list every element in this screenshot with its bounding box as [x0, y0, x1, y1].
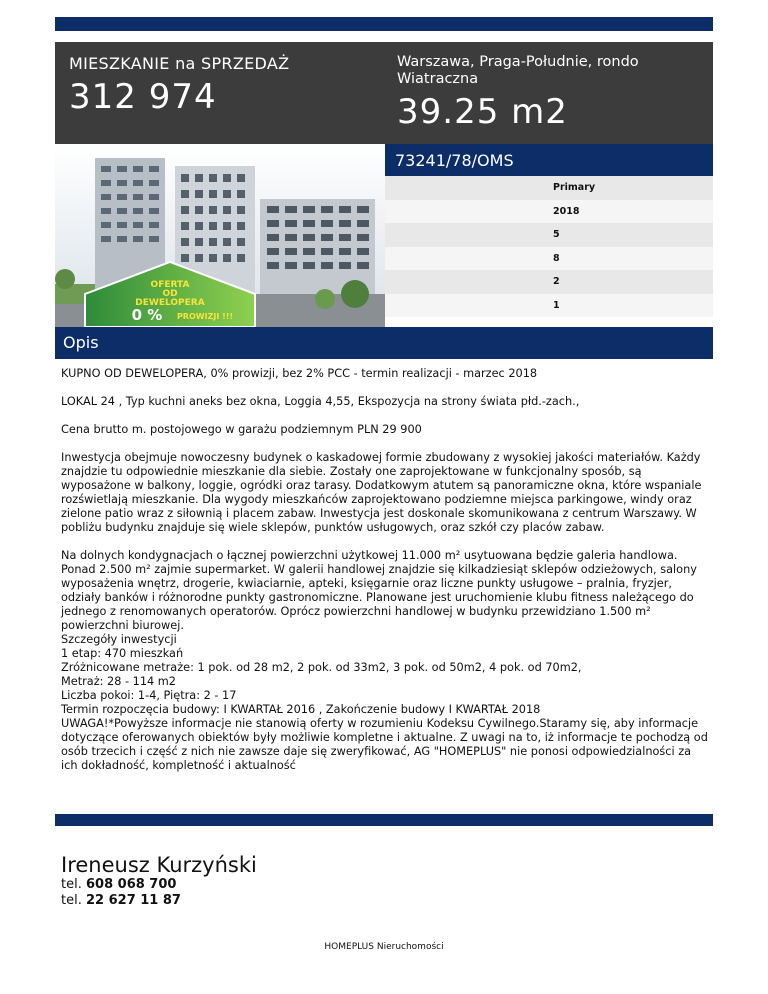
description-paragraph: Na dolnych kondygnacjach o łącznej powierzchni użytkowej 11.000 m² usytuowana będzie galeria handlowa. Ponad 2.500 m² zajmie supermarket. W galerii handlowej znajdzie się kilkadziesiąt sklepów odzieżowych, salony wyposażenia wnętrz, drogerie, kwiaciarnie, apteki, księgarnie oraz liczne punkty usługowe – pralnia, fryzjer, odziały banków i różnorodne punkty gastronomiczne. Planowane jest uruchomienie klubu fitness należącego do jednego z renomowanych operatorów. Oprócz powierzchni handlowej w budynku przewidziano 1.500 m² powierzchni biurowej. Szczegóły inwestycji 1 etap: 470 mieszkań Zróżnicowane metraże: 1 pok. od 28 m2, 2 pok. od 33m2, 3 pok. od 50m2, 4 pok. od 70m2, Metraż: 28 - 114 m2 Liczba pokoi: 1-4, Piętra: 2 - 17 Termin rozpoczęcia budowy: I KWARTAŁ 2016 , Zakończenie budowy I KWARTAŁ 2018 UWAGA!*Powyższe informacje nie stanowią oferty w rozumieniu Kodeksu Cywilnego.Staramy się, aby informacje dotyczące oferowanych obiektów były możliwie kompletne i aktualne. Z uwagi na to, iż informacje te pochodzą od osób trzecich i część z nich nie zawsze daje się zweryfikować, AG "HOMEPLUS" nie ponosi odpowiedzialności za ich dokładność, kompletność i aktualność	[61, 549, 708, 772]
spec-row	[385, 247, 713, 271]
reference-number-bar	[385, 144, 713, 176]
phone-number[interactable]: 608 068 700	[85, 877, 177, 892]
spec-row	[385, 176, 713, 200]
agent-name: Ireneusz Kurzyński	[61, 853, 257, 877]
listing-area: 39.25 m2	[397, 92, 568, 132]
header-price-panel	[55, 42, 385, 144]
spec-value: Primary	[553, 182, 596, 194]
spec-row	[385, 223, 713, 247]
spec-value: 2018	[553, 205, 580, 217]
agent-contact	[61, 853, 257, 909]
banner-line1: OFERTA	[150, 280, 190, 290]
spec-value: 1	[553, 299, 560, 311]
description-heading-bar	[55, 327, 713, 359]
banner-line4: PROWIZJI !!!	[176, 312, 234, 321]
listing-price: 312 974	[69, 77, 217, 117]
phone-number[interactable]: 22 627 11 87	[85, 893, 181, 908]
spec-value: 5	[553, 229, 560, 241]
property-photo	[55, 144, 385, 327]
agent-phone-2	[61, 893, 257, 909]
description-paragraph: LOKAL 24 , Typ kuchni aneks bez okna, Loggia 4,55, Ekspozycja na strony świata płd.-zach.,	[61, 395, 580, 408]
listing-location: Warszawa, Praga-Południe, rondo Wiatraczna	[397, 54, 639, 87]
top-divider-bar	[55, 17, 713, 31]
phone-prefix: tel.	[61, 877, 82, 892]
banner-line3: DEWELOPERA	[135, 298, 205, 308]
banner-line2: OD	[162, 289, 178, 299]
reference-number: 73241/78/OMS	[395, 151, 514, 170]
header-location-panel	[385, 42, 713, 144]
bottom-divider-bar	[55, 814, 713, 826]
spec-value: 8	[553, 252, 560, 264]
description-paragraph: Inwestycja obejmuje nowoczesny budynek o kaskadowej formie zbudowany z wysokiej jakości materiałów. Każdy znajdzie tu odpowiednie mieszkanie dla siebie. Zostały one zaprojektowane w funkcjonalny sposób, są wyposażone w balkony, loggie, ogródki oraz tarasy. Dodatkowym atutem są panoramiczne okna, które wspaniale rozświetlają mieszkanie. Dla wygody mieszkańców zaprojektowano podziemne miejsca parkingowe, windy oraz zielone patio wraz z siłownią i placem zabaw. Inwestycja jest doskonale skomunikowana z centrum Warszawy. W pobliżu budynku znajduje się wiele sklepów, punktów usługowych, oraz szkół czy placów zabaw.	[61, 451, 702, 534]
specs-table	[385, 176, 713, 317]
listing-type: MIESZKANIE na SPRZEDAŻ	[69, 54, 290, 73]
spec-row	[385, 294, 713, 318]
banner-percent: 0 %	[131, 306, 163, 324]
spec-row	[385, 270, 713, 294]
footer-company: HOMEPLUS Nieruchomości	[324, 942, 444, 952]
description-paragraph: Cena brutto m. postojowego w garażu podziemnym PLN 29 900	[61, 423, 422, 436]
building-illustration	[55, 144, 385, 327]
description-paragraph: KUPNO OD DEWELOPERA, 0% prowizji, bez 2% PCC - termin realizacji - marzec 2018	[61, 367, 538, 380]
agent-phone-1	[61, 877, 257, 893]
spec-value: 2	[553, 276, 560, 288]
spec-row	[385, 200, 713, 224]
phone-prefix: tel.	[61, 893, 82, 908]
description-body	[61, 367, 709, 773]
description-heading: Opis	[63, 333, 99, 352]
